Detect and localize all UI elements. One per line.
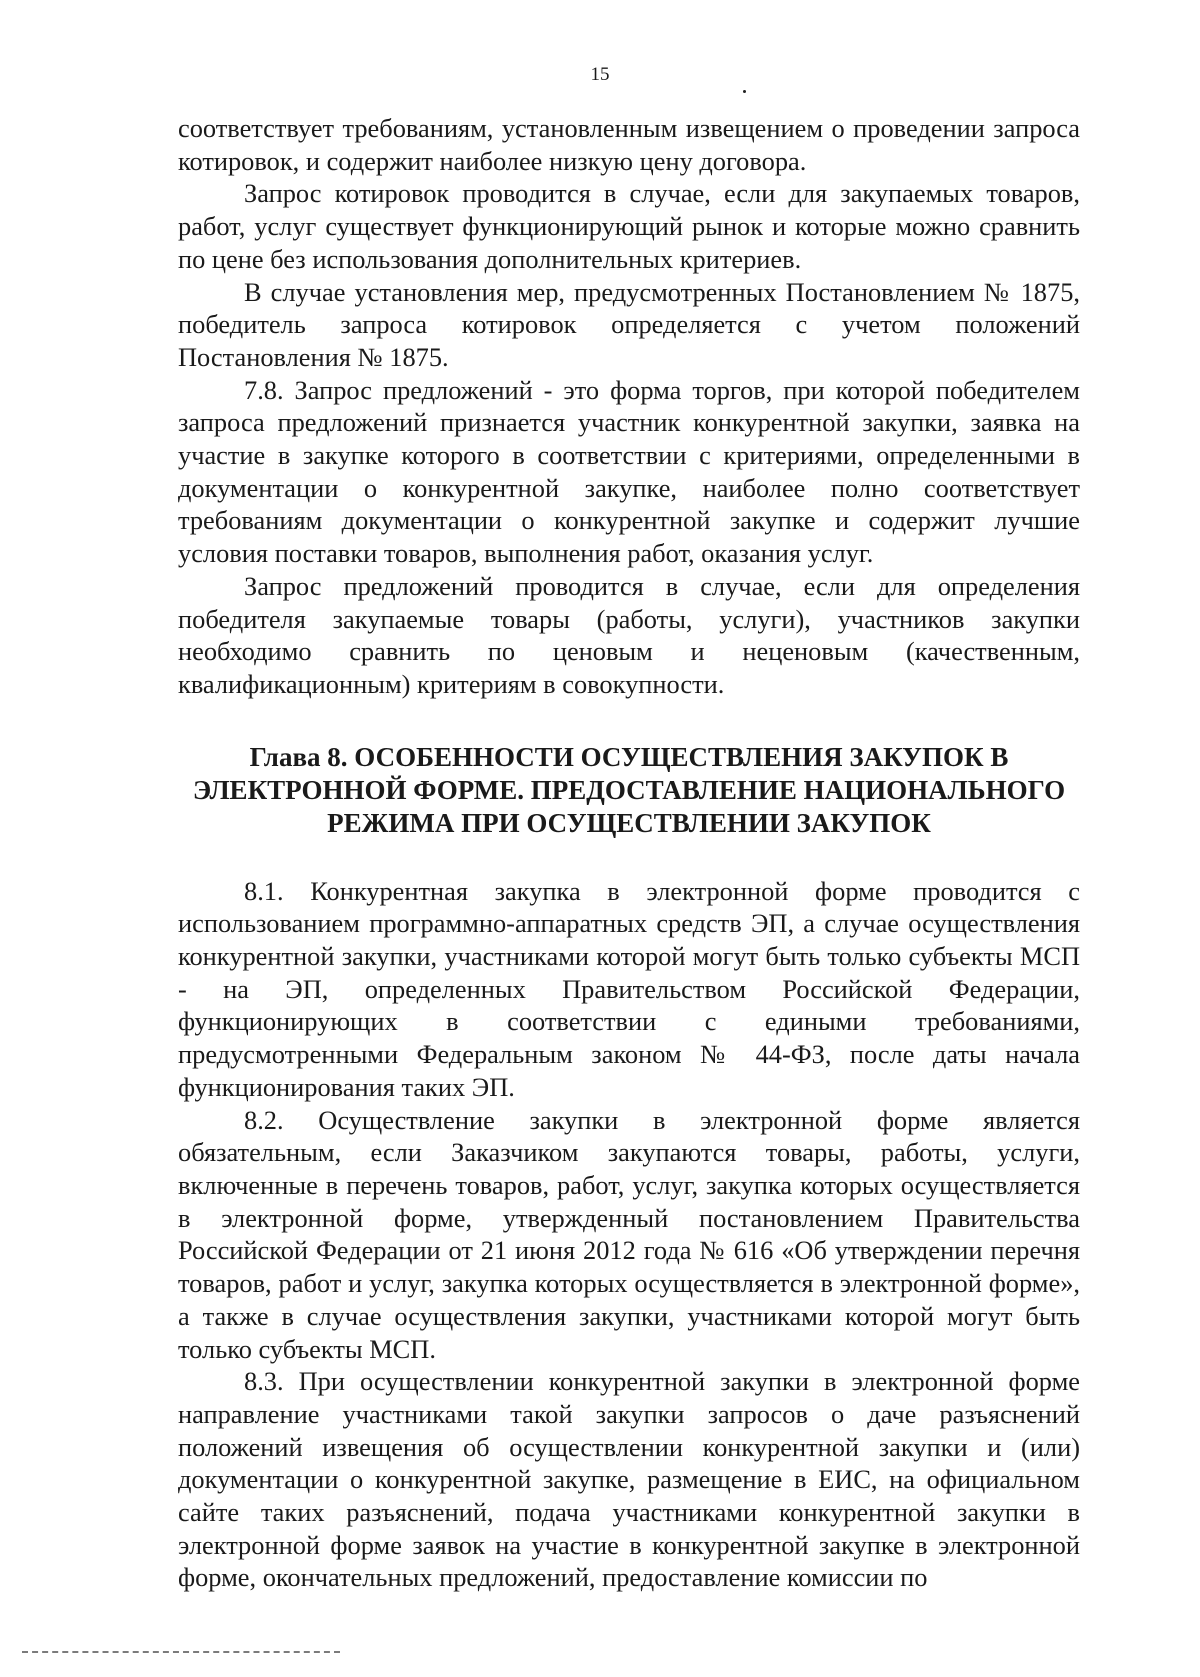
- chapter-title: [178, 741, 1080, 840]
- scan-dot: [743, 90, 746, 93]
- paragraph-measures-1875: В случае установления мер, предусмотренных Постановлением № 1875, победитель запроса котировок определяется с учетом положений Постановления № 1875.: [178, 276, 1080, 372]
- page-number: 15: [590, 64, 610, 85]
- paragraph-intro-continuation: соответствует требованиям, установленным извещением о проведении запроса котировок, и содержит наиболее низкую цену договора.: [178, 113, 1080, 176]
- paragraph-7-8: 7.8. Запрос предложений - это форма торгов, при которой победителем запроса предложений признается участник конкурентной закупки, заявка на участие в закупке которого в соответствии с критериями, определенными в документации о конкурентной закупке, наиболее полно соответствует требованиям документации о конкурентной закупке и содержит лучшие условия поставки товаров, выполнения работ, оказания услуг.: [178, 374, 1080, 569]
- chapter-title-line-2: ЭЛЕКТРОННОЙ ФОРМЕ. ПРЕДОСТАВЛЕНИЕ НАЦИОНАЛЬНОГО: [192, 774, 1066, 805]
- document-body: [178, 112, 1080, 1594]
- paragraph-8-2: 8.2. Осуществление закупки в электронной форме является обязательным, если Заказчиком закупаются товары, работы, услуги, включенные в перечень товаров, работ, услуг, закупка которых осуществляется в электронной форме, утвержденный постановлением Правительства Российской Федерации от 21 июня 2012 года № 616 «Об утверждении перечня товаров, работ и услуг, закупка которых осуществляется в электронной форме», а также в случае осуществления закупки, участниками которой могут быть только субъекты МСП.: [178, 1104, 1080, 1364]
- paragraph-proposal-request: Запрос предложений проводится в случае, если для определения победителя закупаемые товары (работы, услуги), участников закупки необходимо сравнить по ценовым и неценовым (качественным, квалификационным) критериям в совокупности.: [178, 570, 1080, 699]
- scan-footer-line: [22, 1651, 340, 1653]
- paragraph-8-1: 8.1. Конкурентная закупка в электронной форме проводится с использованием программно-аппаратных средств ЭП, а случае осуществления конкурентной закупки, участниками которой могут быть только субъекты МСП - на ЭП, определенных Правительством Российской Федерации, функционирующих в соответствии с едиными требованиями, предусмотренными Федеральным законом № 44-ФЗ, после даты начала функционирования таких ЭП.: [178, 875, 1080, 1102]
- chapter-title-line-1: Глава 8. ОСОБЕННОСТИ ОСУЩЕСТВЛЕНИЯ ЗАКУПОК В: [249, 741, 1009, 772]
- paragraph-8-3: 8.3. При осуществлении конкурентной закупки в электронной форме направление участниками такой закупки запросов о даче разъяснений положений извещения об осуществлении конкурентной закупки и (или) документации о конкурентной закупке, размещение в ЕИС, на официальном сайте таких разъяснений, подача участниками конкурентной закупки в электронной форме заявок на участие в конкурентной закупке в электронной форме, окончательных предложений, предоставление комиссии по: [178, 1366, 1080, 1593]
- paragraph-quotation-request: Запрос котировок проводится в случае, если для закупаемых товаров, работ, услуг существует функционирующий рынок и которые можно сравнить по цене без использования дополнительных критериев.: [178, 178, 1080, 274]
- chapter-title-line-3: РЕЖИМА ПРИ ОСУЩЕСТВЛЕНИИ ЗАКУПОК: [327, 807, 931, 838]
